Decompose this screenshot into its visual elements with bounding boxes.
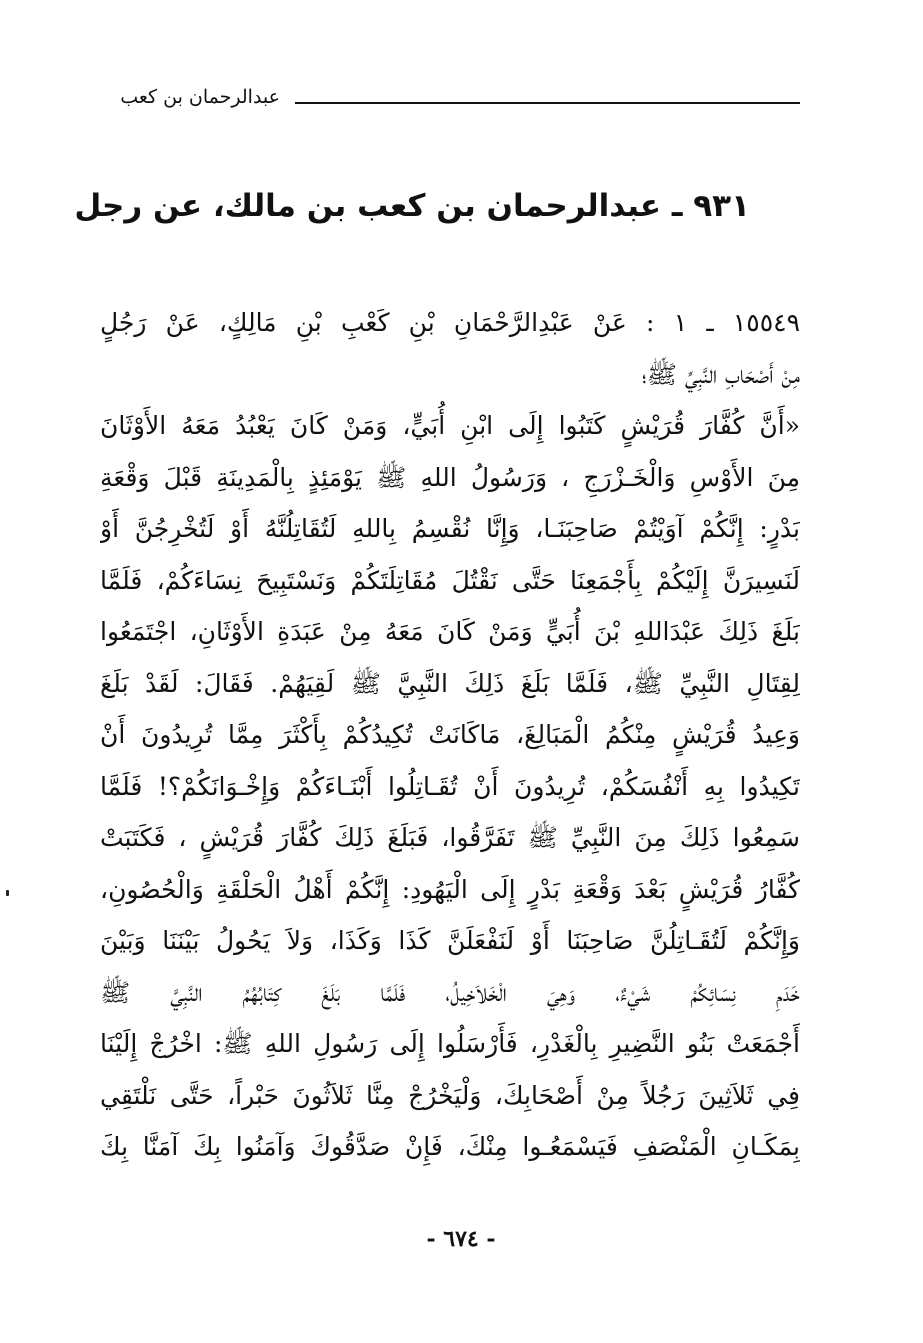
text-line: ١٥٥٤٩ ـ ١ : عَنْ عَبْدِالرَّحْمَانِ بْنِ كَعْبِ بْنِ مَالِكٍ، عَنْ رَجُلٍ xyxy=(100,308,800,337)
text-line: مِنْ أَصْحَابِ النَّبِيِّ ﷺ؛ xyxy=(641,359,800,389)
header-rule xyxy=(295,102,800,104)
text-line: لَنَسِيرَنَّ إِلَيْكُمْ بِأَجْمَعِنَا حَتَّى نَقْتُلَ مُقَاتِلَتَكُمْ وَنَسْتَبِيحَ نِسَاءَكُمْ، فَلَمَّا xyxy=(100,565,800,595)
text-line: بَدْرٍ: إِنَّكُمْ آوَيْتُمْ صَاحِبَنَـا، وَإِنَّا نُقْسِمُ بِاللهِ لَتُقَاتِلُنَّهُ أَوْ لَتُخْرِجُنَّ أَوْ xyxy=(100,514,800,543)
text-line: كُفَّارُ قُرَيْشٍ بَعْدَ وَقْعَةِ بَدْرٍ إِلَى الْيَهُودِ: إِنَّكُمْ أَهْلُ الْحَلْقَةِ وَالْحُصُونِ، xyxy=(100,874,800,904)
page-number: - ٦٧٤ - xyxy=(426,1226,496,1252)
text-line: خَدَمِ نِسَائِكُمْ شَيْءٌ، وَهِيَ الْخَلاَخِيلُ، فَلَمَّا بَلَغَ كِتَابُهُمُ النَّبِيَّ ﷺ xyxy=(100,977,800,1007)
text-line: بِمَكَـانِ الْمَنْصَفِ فَيَسْمَعُـوا مِنْكَ، فَإِنْ صَدَّقُوكَ وَآمَنُوا بِكَ آمَنَّا بِكَ xyxy=(100,1132,800,1161)
hadith-text xyxy=(100,297,800,1173)
text-line: وَعِيدُ قُرَيْشٍ مِنْكُمُ الْمَبَالِغَ، مَاكَانَتْ تُكِيدُكُمْ بِأَكْثَرَ مِمَّا تُرِيدُونَ أَنْ xyxy=(100,720,800,749)
running-header-title: عبدالرحمان بن كعب xyxy=(120,86,280,108)
running-header xyxy=(95,86,800,116)
text-line: فِي ثَلاَثِينَ رَجُلاً مِنْ أَصْحَابِكَ، وَلْيَخْرُجْ مِنَّا ثَلاَثُونَ حَبْراً، حَتَّى نَلْتَقِي xyxy=(100,1080,800,1110)
scan-mark xyxy=(6,890,9,896)
text-line: سَمِعُوا ذَلِكَ مِنَ النَّبِيِّ ﷺ تَفَرَّقُوا، فَبَلَغَ ذَلِكَ كُفَّارَ قُرَيْشٍ ، فَكَتَبَتْ xyxy=(100,823,800,852)
text-line: وَإِنَّكُمْ لَتُقَـاتِلُنَّ صَاحِبَنَا أَوْ لَنَفْعَلَنَّ كَذَا وَكَذَا، وَلاَ يَحُولُ بَيْنَنَا وَبَيْنَ xyxy=(100,926,800,955)
text-line: تَكِيدُوا بِهِ أَنْفُسَكُمْ، تُرِيدُونَ أَنْ تُقَـاتِلُوا أَبْنَـاءَكُمْ وَإِخْـوَانَكُمْ؟! فَلَمَّا xyxy=(100,771,800,801)
text-line: «أَنَّ كُفَّارَ قُرَيْشٍ كَتَبُوا إِلَى ابْنِ أُبَيٍّ، وَمَنْ كَانَ يَعْبُدُ مَعَهُ الأَوْثَانَ xyxy=(100,411,800,440)
text-line: أَجْمَعَتْ بَنُو النَّضِيرِ بِالْغَدْرِ، فَأَرْسَلُوا إِلَى رَسُولِ اللهِ ﷺ: اخْرُجْ إِلَيْنَا xyxy=(100,1029,800,1058)
text-line: لِقِتَالِ النَّبِيِّ ﷺ، فَلَمَّا بَلَغَ ذَلِكَ النَّبِيَّ ﷺ لَقِيَهُمْ. فَقَالَ: لَقَدْ بَلَغَ xyxy=(100,668,800,698)
text-line: بَلَغَ ذَلِكَ عَبْدَاللهِ بْنَ أُبَيٍّ وَمَنْ كَانَ مَعَهُ مِنْ عَبَدَةِ الأَوْثَانِ، اجْتَمَعُوا xyxy=(100,617,800,646)
text-line: مِنَ الأَوْسِ وَالْخَـزْرَجِ ، وَرَسُولُ اللهِ ﷺ يَوْمَئِذٍ بِالْمَدِينَةِ قَبْلَ وَقْعَةِ xyxy=(100,462,800,492)
chapter-title: ٩٣١ ـ عبدالرحمان بن كعب بن مالك، عن رجل xyxy=(74,188,750,224)
